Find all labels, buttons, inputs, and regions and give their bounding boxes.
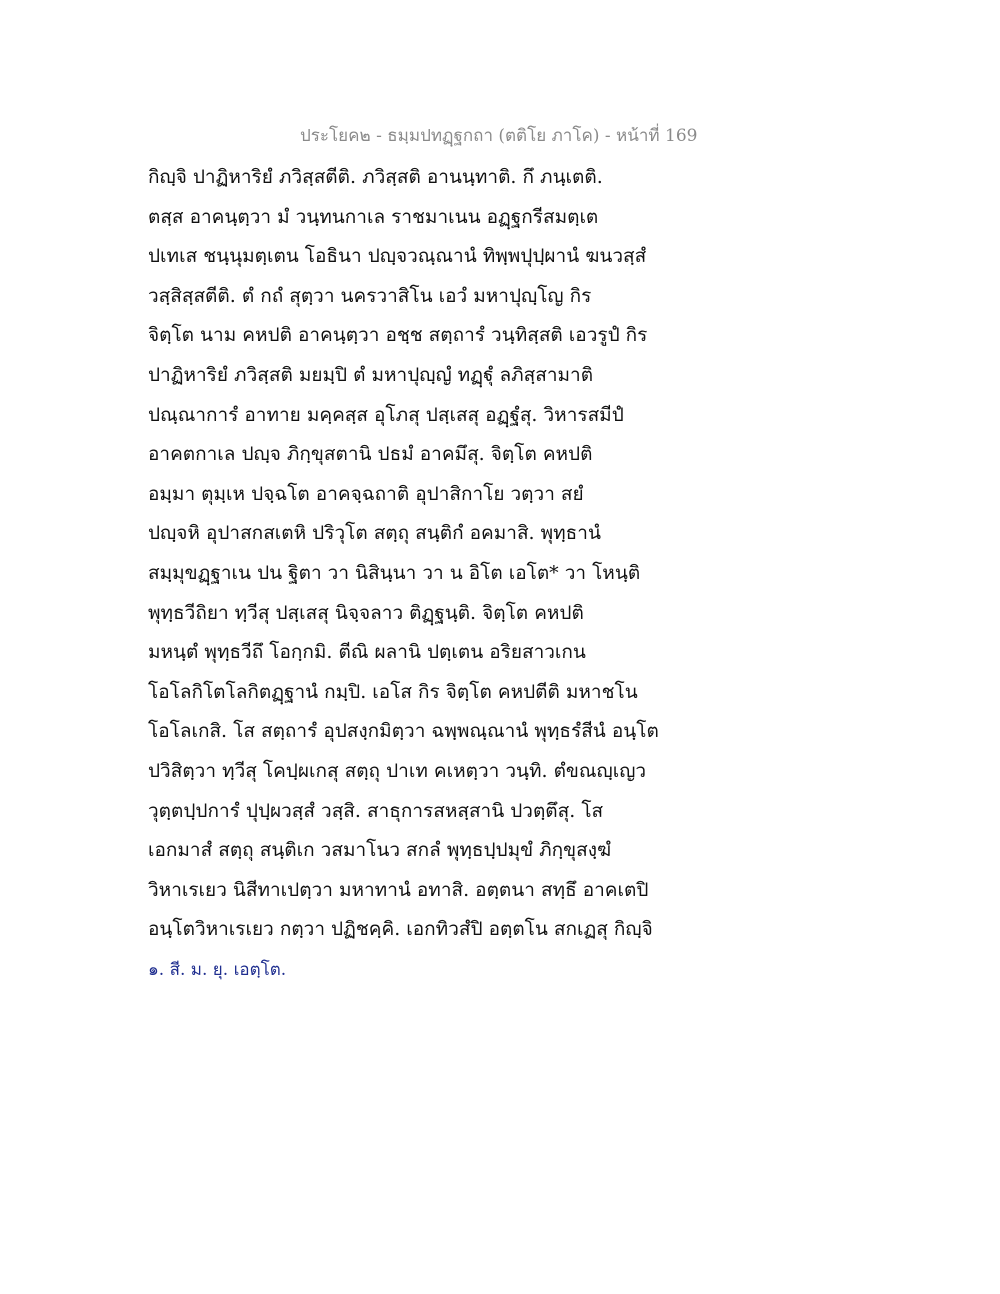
text-line: วุตฺตปฺปการํ ปุปฺผวสฺสํ วสฺสิ. สาธุการสหสฺสานิ ปวตฺตึสุ. โส bbox=[148, 799, 604, 822]
text-line: ตสฺส อาคนฺตฺวา มํ วนฺทนกาเล ราชมาเนน อฏฺฐกรีสมตฺเต bbox=[148, 205, 599, 228]
text-line: ปณฺณาการํ อาทาย มคฺคสฺส อุโภสุ ปสฺเสสุ อฏฺฐํสุ. วิหารสมีปํ bbox=[148, 403, 624, 426]
running-header: ประโยค๒ - ธมฺมปทฏฺฐกถา (ตติโย ภาโค) - หน้าที่ 169 bbox=[300, 126, 698, 146]
text-line: อาคตกาเล ปญฺจ ภิกฺขุสตานิ ปธมํ อาคมึสุ. จิตฺโต คหปติ bbox=[148, 443, 593, 466]
text-line: พุทฺธวีถิยา ทฺวีสุ ปสฺเสสุ นิจฺจลาว ติฏฺฐนฺติ. จิตฺโต คหปติ bbox=[148, 601, 584, 624]
body-text bbox=[148, 158, 868, 950]
text-line: ปญฺจหิ อุปาสกสเตหิ ปริวุโต สตฺถุ สนฺติกํ อคมาสิ. พุทฺธานํ bbox=[148, 522, 601, 545]
text-line: จิตฺโต นาม คหปติ อาคนฺตฺวา อชฺช สตฺถารํ วนฺทิสฺสติ เอวรูปํ กิร bbox=[148, 324, 648, 347]
footnote: ๑. สี. ม. ยุ. เอตฺโต. bbox=[148, 960, 287, 980]
text-line: มหนฺตํ พุทฺธวีถึ โอกฺกมิ. ตีณิ ผลานิ ปตฺเตน อริยสาวเกน bbox=[148, 641, 586, 664]
text-line: วสฺสิสฺสตีติ. ตํ กถํ สุตฺวา นครวาสิโน เอวํ มหาปุญฺโญ กิร bbox=[148, 284, 592, 307]
text-line: อมฺมา ตุมฺเห ปจฺฉโต อาคจฺฉถาติ อุปาสิกาโย วตฺวา สยํ bbox=[148, 482, 584, 505]
text-line: อนฺโตวิหาเรเยว กตฺวา ปฏิชคฺคิ. เอกทิวสํปิ อตฺตโน สกเฏสุ กิญฺจิ bbox=[148, 918, 653, 941]
text-line: ปเทเส ชนฺนุมตฺเตน โอธินา ปญฺจวณฺณานํ ทิพฺพปุปฺผานํ ฆนวสฺสํ bbox=[148, 245, 647, 268]
text-line: กิญฺจิ ปาฏิหาริยํ ภวิสฺสตีติ. ภวิสฺสติ อานนฺทาติ. กึ ภนฺเตติ. bbox=[148, 166, 603, 188]
text-line: สมฺมุขฏฺฐาเน ปน ฐิตา วา นิสินฺนา วา น อิโต เอโต* วา โหนฺติ bbox=[148, 561, 641, 584]
text-line: วิหาเรเยว นิสีทาเปตฺวา มหาทานํ อทาสิ. อตฺตนา สทฺธึ อาคเตปิ bbox=[148, 878, 649, 901]
text-line: ปาฏิหาริยํ ภวิสฺสติ มยมฺปิ ตํ มหาปุญฺญํ ทฏฺฐุํ ลภิสฺสามาติ bbox=[148, 363, 594, 386]
text-line: ปวิสิตฺวา ทฺวีสุ โคปฺผเกสุ สตฺถุ ปาเท คเหตฺวา วนฺทิ. ตํขณญฺเญว bbox=[148, 759, 647, 782]
text-line: โอโลกิโตโลกิตฏฺฐานํ กมฺปิ. เอโส กิร จิตฺโต คหปตีติ มหาชโน bbox=[148, 680, 638, 703]
text-line: เอกมาสํ สตฺถุ สนฺติเก วสมาโนว สกลํ พุทฺธปฺปมุขํ ภิกฺขุสงฺฆํ bbox=[148, 839, 612, 862]
text-line: โอโลเกสิ. โส สตฺถารํ อุปสงฺกมิตฺวา ฉพฺพณฺณานํ พุทฺธรํสีนํ อนฺโต bbox=[148, 720, 659, 743]
